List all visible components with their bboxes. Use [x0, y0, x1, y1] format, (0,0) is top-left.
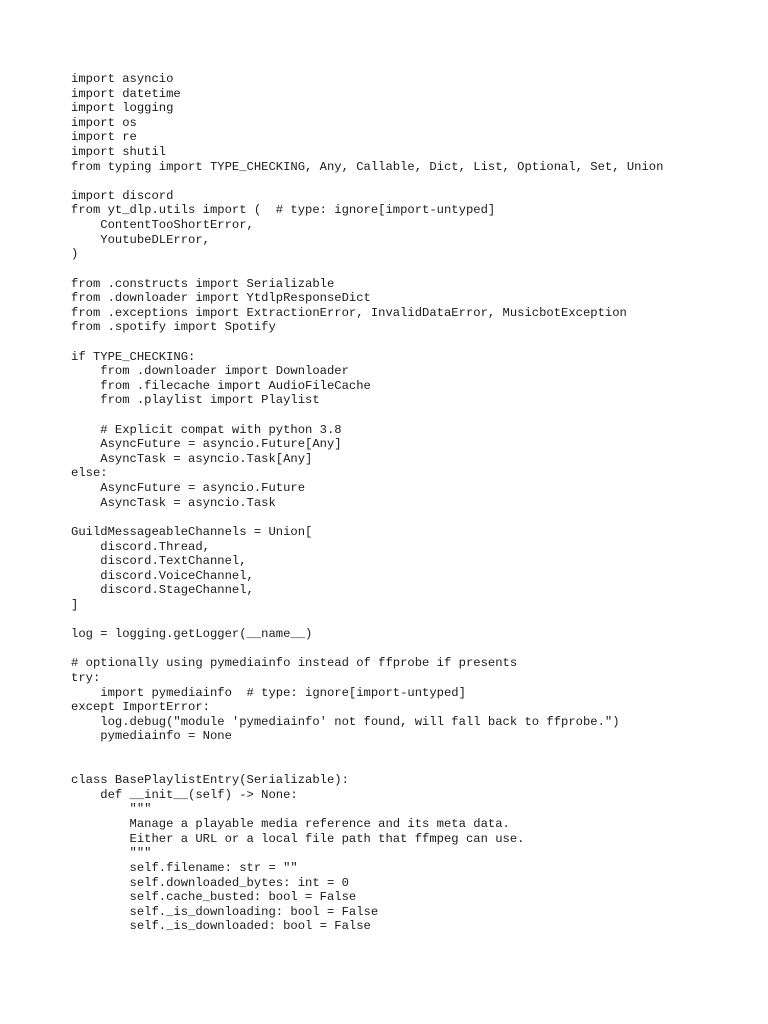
code-line: import os — [71, 115, 137, 130]
code-line: from .spotify import Spotify — [71, 320, 276, 335]
code-line: import pymediainfo # type: ignore[import-untyped] — [71, 685, 466, 700]
code-line: AsyncFuture = asyncio.Future[Any] — [71, 437, 342, 452]
code-line: log.debug("module 'pymediainfo' not found, will fall back to ffprobe.") — [71, 714, 620, 729]
code-line: log = logging.getLogger(__name__) — [71, 627, 313, 642]
code-line: AsyncFuture = asyncio.Future — [71, 481, 306, 496]
code-line: self.cache_busted: bool = False — [71, 890, 357, 905]
code-line: import datetime — [71, 86, 181, 101]
code-line: from .downloader import YtdlpResponseDict — [71, 291, 371, 306]
code-line — [71, 613, 663, 628]
code-line: try: — [71, 670, 101, 685]
code-line: from .downloader import Downloader — [71, 364, 349, 379]
code-line — [71, 642, 663, 657]
code-line: from .playlist import Playlist — [71, 393, 320, 408]
code-line: discord.Thread, — [71, 539, 210, 554]
code-line: ] — [71, 597, 79, 612]
code-line: # Explicit compat with python 3.8 — [71, 422, 342, 437]
code-line: AsyncTask = asyncio.Task — [71, 495, 276, 510]
code-line: from yt_dlp.utils import ( # type: ignore[import-untyped] — [71, 203, 496, 218]
code-line: else: — [71, 466, 108, 481]
code-line: # optionally using pymediainfo instead of ffprobe if presents — [71, 656, 518, 671]
code-line: import discord — [71, 188, 174, 203]
code-line: import asyncio — [71, 72, 174, 86]
code-line: self.filename: str = "" — [71, 860, 298, 875]
code-line: from .exceptions import ExtractionError, InvalidDataError, MusicbotException — [71, 305, 627, 320]
code-line: pymediainfo = None — [71, 729, 232, 744]
code-line: Either a URL or a local file path that ffmpeg can use. — [71, 831, 525, 846]
code-line: class BasePlaylistEntry(Serializable): — [71, 773, 349, 788]
code-line — [71, 408, 663, 423]
code-line: discord.VoiceChannel, — [71, 568, 254, 583]
code-line: import re — [71, 130, 137, 145]
code-line: if TYPE_CHECKING: — [71, 349, 196, 364]
code-line — [71, 174, 663, 189]
code-line: AsyncTask = asyncio.Task[Any] — [71, 451, 313, 466]
code-block — [71, 72, 663, 934]
code-line — [71, 262, 663, 277]
code-line: YoutubeDLError, — [71, 232, 210, 247]
code-line: import shutil — [71, 145, 167, 160]
code-line: import logging — [71, 101, 174, 116]
code-line: from .filecache import AudioFileCache — [71, 378, 371, 393]
code-line: def __init__(self) -> None: — [71, 787, 298, 802]
code-line: """ — [71, 846, 152, 861]
code-line: discord.StageChannel, — [71, 583, 254, 598]
code-line — [71, 744, 663, 759]
code-line: GuildMessageableChannels = Union[ — [71, 524, 313, 539]
code-line: except ImportError: — [71, 700, 210, 715]
code-line — [71, 510, 663, 525]
code-line: from typing import TYPE_CHECKING, Any, Callable, Dict, List, Optional, Set, Union — [71, 159, 664, 174]
code-line: discord.TextChannel, — [71, 554, 247, 569]
code-line: Manage a playable media reference and its meta data. — [71, 817, 510, 832]
code-line: self.downloaded_bytes: int = 0 — [71, 875, 349, 890]
code-line: ) — [71, 247, 79, 262]
code-line: self._is_downloaded: bool = False — [71, 919, 371, 934]
code-line — [71, 335, 663, 350]
code-line: self._is_downloading: bool = False — [71, 904, 379, 919]
code-line: from .constructs import Serializable — [71, 276, 335, 291]
code-line: ContentTooShortError, — [71, 218, 254, 233]
code-line — [71, 759, 663, 774]
code-line: """ — [71, 802, 152, 817]
